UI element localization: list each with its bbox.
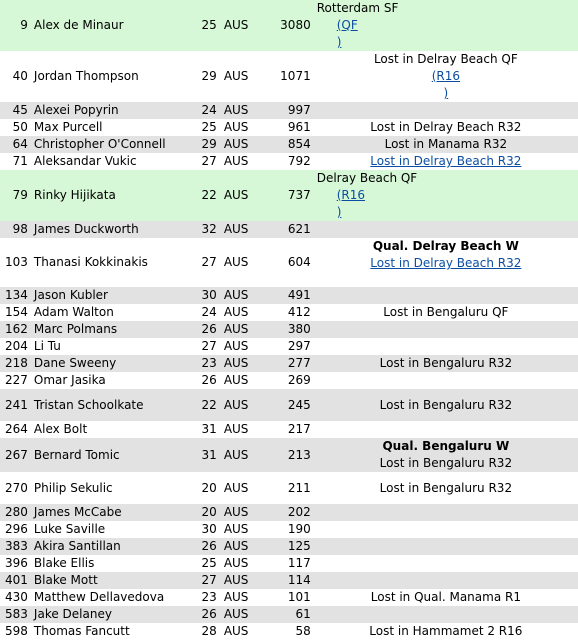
rank-cell: 79 xyxy=(0,170,30,221)
player-name-cell: Jordan Thompson xyxy=(30,51,187,102)
player-name-cell: Max Purcell xyxy=(30,119,187,136)
rank-cell: 218 xyxy=(0,355,30,372)
player-row xyxy=(0,555,578,572)
country-cell: AUS xyxy=(220,504,262,521)
country-cell: AUS xyxy=(220,538,262,555)
player-name-cell: Matthew Dellavedova xyxy=(30,589,187,606)
age-cell: 26 xyxy=(187,321,220,338)
result-text: Lost in Bengaluru R32 xyxy=(379,480,513,495)
qualifying-result: Qual. Bengaluru W xyxy=(382,439,510,453)
rank-cell: 71 xyxy=(0,153,30,170)
tournament-result-cell xyxy=(314,606,578,623)
rank-cell: 227 xyxy=(0,372,30,389)
player-name-cell: Jason Kubler xyxy=(30,287,187,304)
tournament-result-cell xyxy=(314,421,578,438)
player-row xyxy=(0,472,578,504)
points-cell: 604 xyxy=(262,238,314,287)
rank-cell: 45 xyxy=(0,102,30,119)
age-cell: 27 xyxy=(187,338,220,355)
age-cell: 22 xyxy=(187,170,220,221)
result-text: Lost in Delray Beach R32 xyxy=(370,120,522,134)
tournament-result-cell xyxy=(314,338,578,355)
player-name-cell: Akira Santillan xyxy=(30,538,187,555)
player-row xyxy=(0,321,578,338)
age-cell: 22 xyxy=(187,389,220,421)
player-name-cell: Bernard Tomic xyxy=(30,438,187,472)
country-cell: AUS xyxy=(220,355,262,372)
tournament-result-cell xyxy=(314,119,578,136)
age-cell: 26 xyxy=(187,538,220,555)
rank-cell: 296 xyxy=(0,521,30,538)
rank-cell: 270 xyxy=(0,472,30,504)
tournament-result-cell xyxy=(314,472,578,504)
result-text: Lost in Bengaluru R32 xyxy=(379,397,513,412)
result-text: Lost in Delray Beach QF xyxy=(373,52,518,66)
player-row xyxy=(0,170,578,221)
country-cell: AUS xyxy=(220,438,262,472)
tournament-result-cell xyxy=(314,372,578,389)
tournament-result-cell xyxy=(314,102,578,119)
result-link[interactable]: Lost in Delray Beach R32 xyxy=(370,154,522,168)
rank-cell: 264 xyxy=(0,421,30,438)
player-row xyxy=(0,355,578,372)
country-cell: AUS xyxy=(220,321,262,338)
player-name-cell: Blake Mott xyxy=(30,572,187,589)
player-row xyxy=(0,221,578,238)
age-cell: 31 xyxy=(187,421,220,438)
rank-cell: 98 xyxy=(0,221,30,238)
tournament-result-cell xyxy=(314,572,578,589)
result-link[interactable]: ) xyxy=(336,205,342,219)
points-cell: 114 xyxy=(262,572,314,589)
rank-cell: 204 xyxy=(0,338,30,355)
player-row xyxy=(0,389,578,421)
country-cell: AUS xyxy=(220,304,262,321)
points-cell: 961 xyxy=(262,119,314,136)
result-link[interactable]: ) xyxy=(336,35,342,49)
rank-cell: 583 xyxy=(0,606,30,623)
result-link[interactable]: (R16 xyxy=(431,69,460,83)
player-row xyxy=(0,304,578,321)
age-cell: 25 xyxy=(187,555,220,572)
tournament-result-cell xyxy=(314,623,578,640)
player-row xyxy=(0,623,578,640)
age-cell: 23 xyxy=(187,355,220,372)
player-row xyxy=(0,238,578,287)
points-cell: 3080 xyxy=(262,0,314,51)
points-cell: 213 xyxy=(262,438,314,472)
tournament-result-cell xyxy=(314,438,578,472)
points-cell: 621 xyxy=(262,221,314,238)
player-name-cell: Jake Delaney xyxy=(30,606,187,623)
age-cell: 32 xyxy=(187,221,220,238)
player-row xyxy=(0,102,578,119)
result-text: Rotterdam SF xyxy=(316,1,399,15)
rank-cell: 598 xyxy=(0,623,30,640)
points-cell: 297 xyxy=(262,338,314,355)
country-cell: AUS xyxy=(220,389,262,421)
tournament-result-cell xyxy=(314,287,578,304)
tournament-result-cell xyxy=(314,51,578,102)
country-cell: AUS xyxy=(220,572,262,589)
rank-cell: 430 xyxy=(0,589,30,606)
points-cell: 211 xyxy=(262,472,314,504)
country-cell: AUS xyxy=(220,51,262,102)
age-cell: 20 xyxy=(187,472,220,504)
country-cell: AUS xyxy=(220,170,262,221)
player-row xyxy=(0,589,578,606)
age-cell: 25 xyxy=(187,0,220,51)
tournament-result-cell xyxy=(314,555,578,572)
qualifying-result: Qual. Delray Beach W xyxy=(372,239,519,253)
player-row xyxy=(0,504,578,521)
points-cell: 61 xyxy=(262,606,314,623)
country-cell: AUS xyxy=(220,555,262,572)
result-link[interactable]: Lost in Delray Beach R32 xyxy=(370,256,522,270)
points-cell: 380 xyxy=(262,321,314,338)
player-name-cell: Adam Walton xyxy=(30,304,187,321)
country-cell: AUS xyxy=(220,372,262,389)
country-cell: AUS xyxy=(220,421,262,438)
result-text: Lost in Hammamet 2 R16 xyxy=(369,624,523,638)
tournament-result-cell xyxy=(314,153,578,170)
country-cell: AUS xyxy=(220,338,262,355)
points-cell: 854 xyxy=(262,136,314,153)
rank-cell: 396 xyxy=(0,555,30,572)
country-cell: AUS xyxy=(220,606,262,623)
country-cell: AUS xyxy=(220,102,262,119)
player-row xyxy=(0,51,578,102)
rank-cell: 64 xyxy=(0,136,30,153)
player-name-cell: Alex de Minaur xyxy=(30,0,187,51)
player-row xyxy=(0,572,578,589)
country-cell: AUS xyxy=(220,521,262,538)
age-cell: 27 xyxy=(187,153,220,170)
points-cell: 101 xyxy=(262,589,314,606)
country-cell: AUS xyxy=(220,472,262,504)
player-name-cell: Omar Jasika xyxy=(30,372,187,389)
points-cell: 125 xyxy=(262,538,314,555)
country-cell: AUS xyxy=(220,136,262,153)
player-name-cell: Alexei Popyrin xyxy=(30,102,187,119)
player-row xyxy=(0,372,578,389)
tournament-result-cell xyxy=(314,321,578,338)
tournament-result-cell xyxy=(314,538,578,555)
player-name-cell: Christopher O'Connell xyxy=(30,136,187,153)
rank-cell: 50 xyxy=(0,119,30,136)
result-link[interactable]: ) xyxy=(443,86,449,100)
rank-cell: 162 xyxy=(0,321,30,338)
tournament-result-cell xyxy=(314,589,578,606)
points-cell: 997 xyxy=(262,102,314,119)
rank-cell: 280 xyxy=(0,504,30,521)
age-cell: 20 xyxy=(187,504,220,521)
player-name-cell: Thanasi Kokkinakis xyxy=(30,238,187,287)
age-cell: 23 xyxy=(187,589,220,606)
country-cell: AUS xyxy=(220,589,262,606)
points-cell: 277 xyxy=(262,355,314,372)
player-name-cell: Philip Sekulic xyxy=(30,472,187,504)
player-name-cell: Marc Polmans xyxy=(30,321,187,338)
points-cell: 58 xyxy=(262,623,314,640)
points-cell: 412 xyxy=(262,304,314,321)
result-link[interactable]: (R16 xyxy=(336,188,366,202)
age-cell: 28 xyxy=(187,623,220,640)
player-row xyxy=(0,119,578,136)
player-row xyxy=(0,287,578,304)
age-cell: 26 xyxy=(187,606,220,623)
age-cell: 25 xyxy=(187,119,220,136)
age-cell: 30 xyxy=(187,287,220,304)
country-cell: AUS xyxy=(220,221,262,238)
age-cell: 29 xyxy=(187,51,220,102)
rank-cell: 241 xyxy=(0,389,30,421)
result-text: Lost in Bengaluru R32 xyxy=(379,356,513,370)
points-cell: 491 xyxy=(262,287,314,304)
player-row xyxy=(0,521,578,538)
points-cell: 202 xyxy=(262,504,314,521)
player-row xyxy=(0,338,578,355)
country-cell: AUS xyxy=(220,153,262,170)
points-cell: 737 xyxy=(262,170,314,221)
country-cell: AUS xyxy=(220,623,262,640)
result-text: Lost in Bengaluru QF xyxy=(383,305,509,319)
player-row xyxy=(0,153,578,170)
age-cell: 30 xyxy=(187,521,220,538)
age-cell: 31 xyxy=(187,438,220,472)
player-row xyxy=(0,0,578,51)
age-cell: 24 xyxy=(187,304,220,321)
player-row xyxy=(0,421,578,438)
player-row xyxy=(0,606,578,623)
player-name-cell: Rinky Hijikata xyxy=(30,170,187,221)
country-cell: AUS xyxy=(220,0,262,51)
tournament-result-cell xyxy=(314,0,578,51)
tournament-result-cell xyxy=(314,521,578,538)
tournament-result-cell xyxy=(314,136,578,153)
rank-cell: 40 xyxy=(0,51,30,102)
tournament-result-cell xyxy=(314,304,578,321)
age-cell: 29 xyxy=(187,136,220,153)
points-cell: 190 xyxy=(262,521,314,538)
tournament-result-cell xyxy=(314,355,578,372)
points-cell: 792 xyxy=(262,153,314,170)
player-name-cell: Alex Bolt xyxy=(30,421,187,438)
result-text: Lost in Qual. Manama R1 xyxy=(370,590,521,604)
player-row xyxy=(0,136,578,153)
player-name-cell: Luke Saville xyxy=(30,521,187,538)
player-name-cell: Dane Sweeny xyxy=(30,355,187,372)
result-text: Lost in Manama R32 xyxy=(384,137,508,151)
points-cell: 117 xyxy=(262,555,314,572)
age-cell: 26 xyxy=(187,372,220,389)
result-text: Lost in Bengaluru R32 xyxy=(379,456,513,470)
player-name-cell: James McCabe xyxy=(30,504,187,521)
country-cell: AUS xyxy=(220,238,262,287)
tournament-result-cell xyxy=(314,389,578,421)
rank-cell: 154 xyxy=(0,304,30,321)
result-text: Delray Beach QF xyxy=(316,171,418,185)
rank-cell: 267 xyxy=(0,438,30,472)
age-cell: 24 xyxy=(187,102,220,119)
player-name-cell: Blake Ellis xyxy=(30,555,187,572)
tournament-result-cell xyxy=(314,238,578,287)
tournament-result-cell xyxy=(314,221,578,238)
rank-cell: 383 xyxy=(0,538,30,555)
points-cell: 1071 xyxy=(262,51,314,102)
country-cell: AUS xyxy=(220,119,262,136)
rank-cell: 134 xyxy=(0,287,30,304)
player-name-cell: Tristan Schoolkate xyxy=(30,389,187,421)
result-link[interactable]: (QF xyxy=(336,18,358,32)
player-name-cell: Aleksandar Vukic xyxy=(30,153,187,170)
rank-cell: 103 xyxy=(0,238,30,287)
points-cell: 269 xyxy=(262,372,314,389)
country-cell: AUS xyxy=(220,287,262,304)
age-cell: 27 xyxy=(187,238,220,287)
rank-cell: 401 xyxy=(0,572,30,589)
player-row xyxy=(0,538,578,555)
rank-cell: 9 xyxy=(0,0,30,51)
player-name-cell: James Duckworth xyxy=(30,221,187,238)
points-cell: 217 xyxy=(262,421,314,438)
player-row xyxy=(0,438,578,472)
tournament-result-cell xyxy=(314,170,578,221)
player-name-cell: Li Tu xyxy=(30,338,187,355)
points-cell: 245 xyxy=(262,389,314,421)
player-name-cell: Thomas Fancutt xyxy=(30,623,187,640)
age-cell: 27 xyxy=(187,572,220,589)
tournament-result-cell xyxy=(314,504,578,521)
